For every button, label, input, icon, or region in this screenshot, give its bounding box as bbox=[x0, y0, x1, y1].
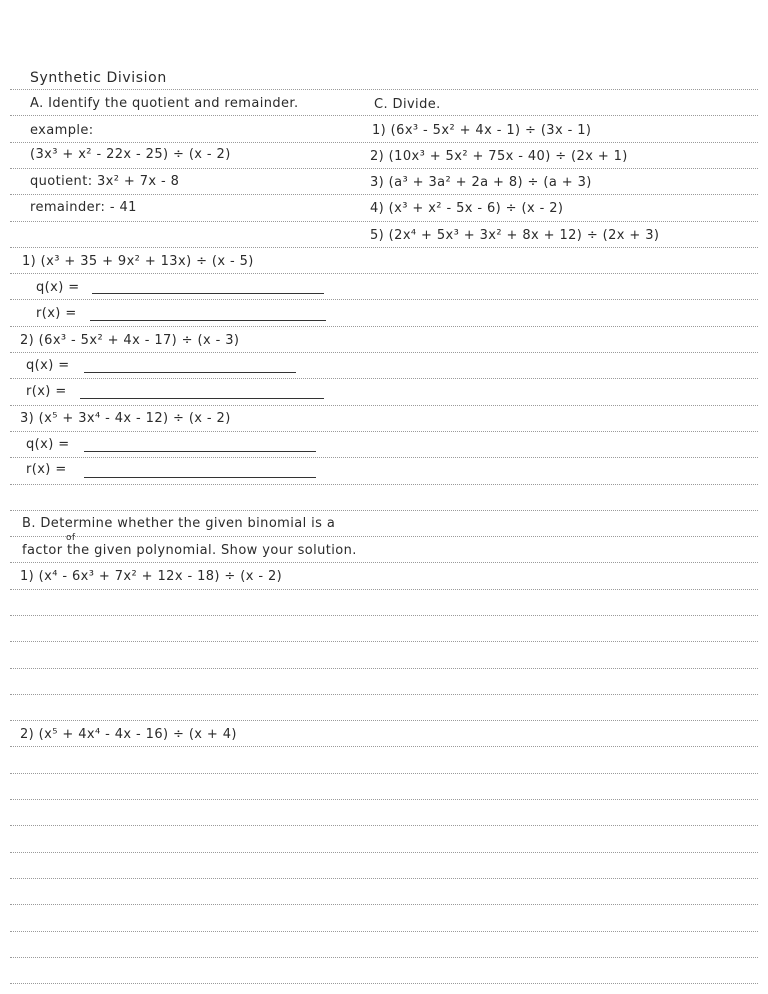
problem-a3-r-blank[interactable] bbox=[84, 477, 316, 478]
problem-a1: 1) (x³ + 35 + 9x² + 13x) ÷ (x - 5) bbox=[22, 254, 254, 269]
ruled-line bbox=[10, 431, 758, 432]
ruled-line bbox=[10, 221, 758, 222]
example-problem: (3x³ + x² - 22x - 25) ÷ (x - 2) bbox=[30, 147, 231, 162]
ruled-line bbox=[10, 247, 758, 248]
ruled-line bbox=[10, 589, 758, 590]
problem-a2-q-blank[interactable] bbox=[84, 372, 296, 373]
problem-a2: 2) (6x³ - 5x² + 4x - 17) ÷ (x - 3) bbox=[20, 333, 240, 348]
ruled-line bbox=[10, 89, 758, 90]
problem-c2: 2) (10x³ + 5x² + 75x - 40) ÷ (2x + 1) bbox=[370, 149, 628, 164]
ruled-line bbox=[10, 825, 758, 826]
ruled-line bbox=[10, 931, 758, 932]
ruled-line bbox=[10, 484, 758, 485]
ruled-line bbox=[10, 273, 758, 274]
section-a-heading: A. Identify the quotient and remainder. bbox=[30, 96, 299, 111]
page-title: Synthetic Division bbox=[30, 70, 167, 86]
example-quotient: quotient: 3x² + 7x - 8 bbox=[30, 174, 180, 189]
problem-a1-q-label: q(x) = bbox=[36, 280, 80, 295]
problem-b1: 1) (x⁴ - 6x³ + 7x² + 12x - 18) ÷ (x - 2) bbox=[20, 569, 283, 584]
section-b-heading-of: of bbox=[66, 533, 76, 543]
ruled-line bbox=[10, 694, 758, 695]
ruled-line bbox=[10, 115, 758, 116]
problem-a1-r-label: r(x) = bbox=[36, 306, 77, 321]
ruled-line bbox=[10, 852, 758, 853]
section-b-heading-line2: factor the given polynomial. Show your solution. bbox=[22, 543, 357, 558]
ruled-line bbox=[10, 536, 758, 537]
problem-b2: 2) (x⁵ + 4x⁴ - 4x - 16) ÷ (x + 4) bbox=[20, 727, 237, 742]
ruled-line bbox=[10, 668, 758, 669]
ruled-line bbox=[10, 457, 758, 458]
ruled-line bbox=[10, 983, 758, 984]
ruled-line bbox=[10, 799, 758, 800]
ruled-line bbox=[10, 142, 758, 143]
problem-c3: 3) (a³ + 3a² + 2a + 8) ÷ (a + 3) bbox=[370, 175, 592, 190]
problem-c5: 5) (2x⁴ + 5x³ + 3x² + 8x + 12) ÷ (2x + 3) bbox=[370, 228, 660, 243]
ruled-line bbox=[10, 746, 758, 747]
problem-a3: 3) (x⁵ + 3x⁴ - 4x - 12) ÷ (x - 2) bbox=[20, 411, 231, 426]
ruled-line bbox=[10, 641, 758, 642]
section-b-heading-line1: B. Determine whether the given binomial is a bbox=[22, 516, 336, 531]
ruled-line bbox=[10, 957, 758, 958]
ruled-line bbox=[10, 168, 758, 169]
ruled-line bbox=[10, 326, 758, 327]
ruled-line bbox=[10, 352, 758, 353]
ruled-line bbox=[10, 878, 758, 879]
ruled-line bbox=[10, 773, 758, 774]
example-remainder: remainder: - 41 bbox=[30, 200, 137, 215]
problem-a3-q-blank[interactable] bbox=[84, 451, 316, 452]
problem-c1: 1) (6x³ - 5x² + 4x - 1) ÷ (3x - 1) bbox=[372, 123, 592, 138]
problem-a2-q-label: q(x) = bbox=[26, 358, 70, 373]
ruled-line bbox=[10, 378, 758, 379]
problem-a2-r-blank[interactable] bbox=[80, 398, 324, 399]
ruled-line bbox=[10, 720, 758, 721]
problem-a3-q-label: q(x) = bbox=[26, 437, 70, 452]
section-c-heading: C. Divide. bbox=[374, 97, 441, 112]
problem-a3-r-label: r(x) = bbox=[26, 462, 67, 477]
ruled-line bbox=[10, 299, 758, 300]
ruled-line bbox=[10, 615, 758, 616]
problem-a1-q-blank[interactable] bbox=[92, 293, 324, 294]
problem-a1-r-blank[interactable] bbox=[90, 320, 326, 321]
ruled-line bbox=[10, 562, 758, 563]
problem-c4: 4) (x³ + x² - 5x - 6) ÷ (x - 2) bbox=[370, 201, 564, 216]
problem-a2-r-label: r(x) = bbox=[26, 384, 67, 399]
ruled-line bbox=[10, 904, 758, 905]
ruled-line bbox=[10, 405, 758, 406]
example-label: example: bbox=[30, 123, 94, 138]
ruled-line bbox=[10, 510, 758, 511]
ruled-line bbox=[10, 194, 758, 195]
